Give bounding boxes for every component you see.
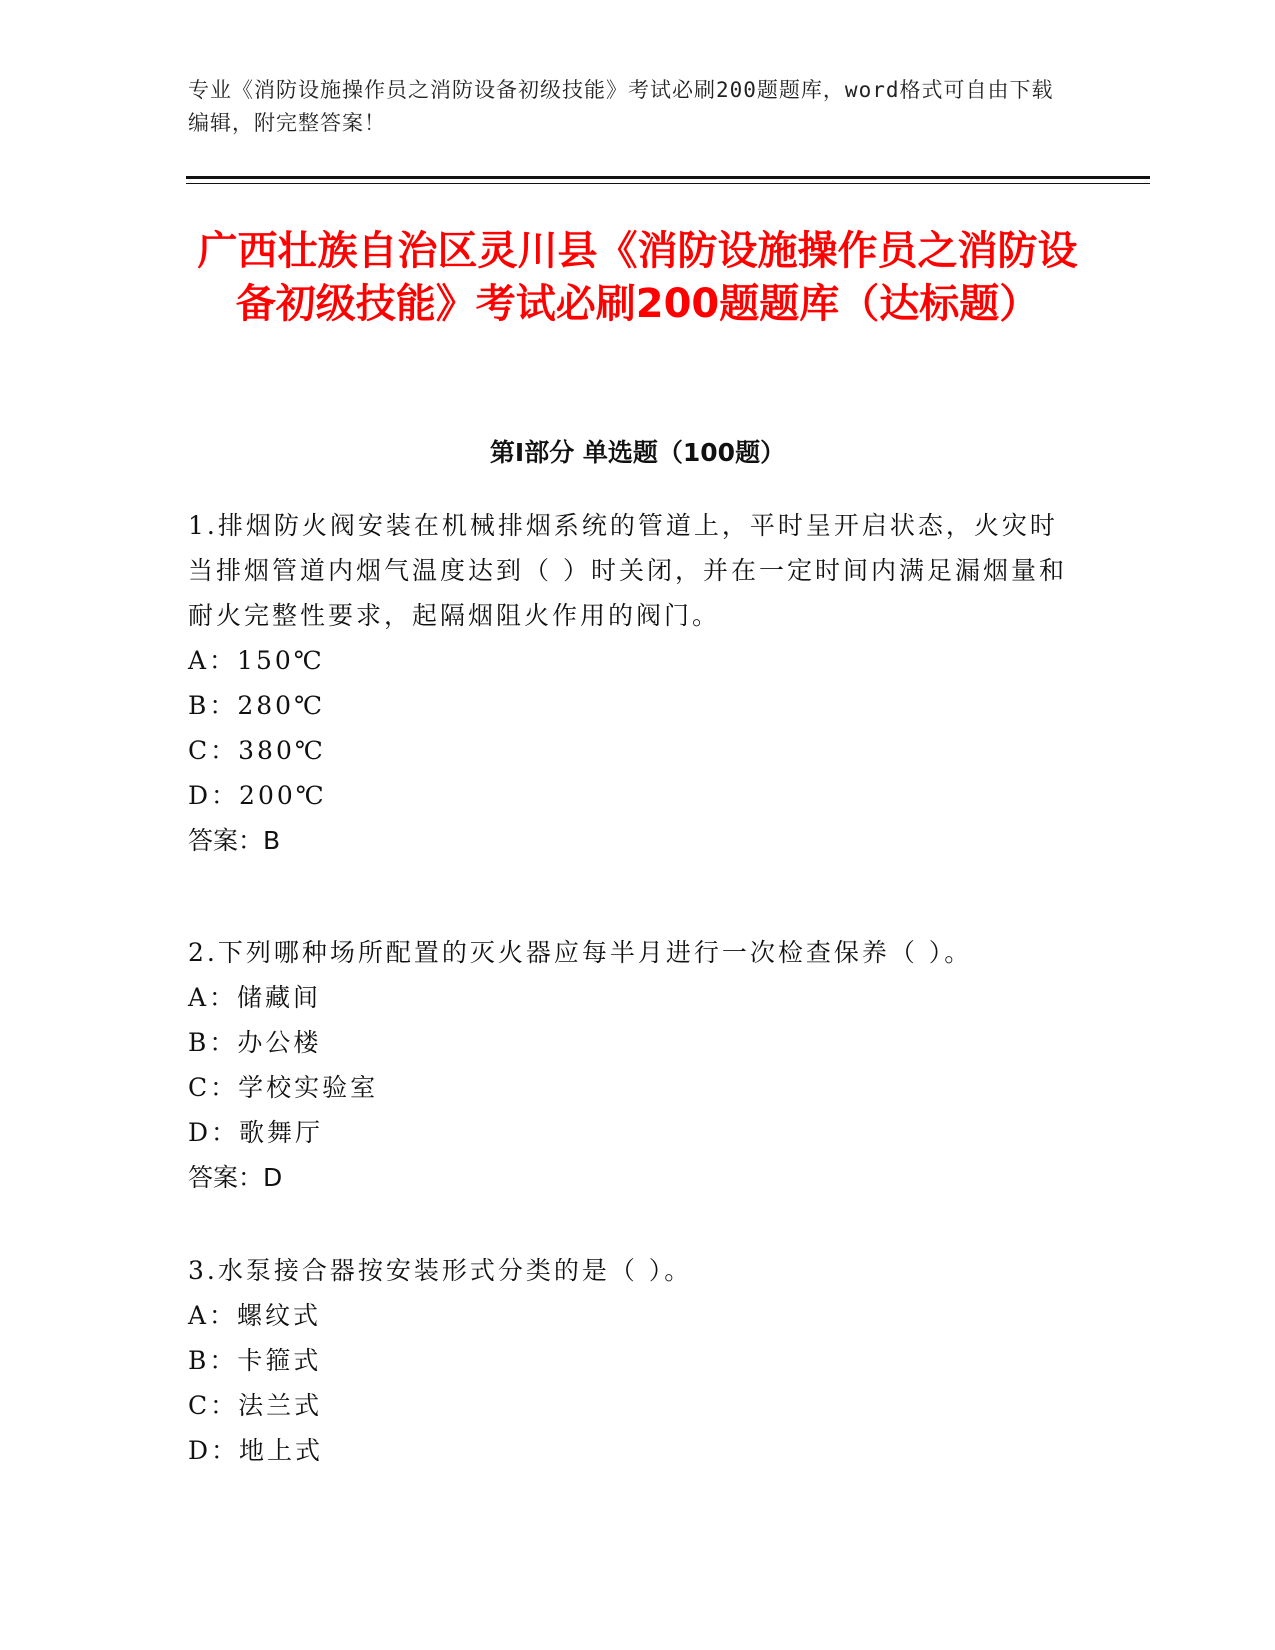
option-a: A：螺纹式 xyxy=(188,1301,322,1330)
header-rule-thin xyxy=(186,183,1150,184)
option-a: A：储藏间 xyxy=(188,983,322,1012)
option-c: C：法兰式 xyxy=(188,1391,323,1420)
option-c: C：380℃ xyxy=(188,736,326,765)
option-b: B：办公楼 xyxy=(188,1028,322,1057)
header-rule-thick xyxy=(186,176,1150,179)
question-stem: 2.下列哪种场所配置的灭火器应每半月进行一次检查保养（ ）。 xyxy=(188,938,973,967)
option-a: A：150℃ xyxy=(188,646,325,675)
option-b: B：280℃ xyxy=(188,691,326,720)
question-2 xyxy=(188,930,1068,1200)
option-d: D：地上式 xyxy=(188,1436,324,1465)
option-b: B：卡箍式 xyxy=(188,1346,322,1375)
option-d: D：歌舞厅 xyxy=(188,1118,324,1147)
question-1 xyxy=(188,503,1068,863)
option-d: D：200℃ xyxy=(188,781,327,810)
option-c: C：学校实验室 xyxy=(188,1073,379,1102)
question-3 xyxy=(188,1248,1068,1473)
question-stem: 3.水泵接合器按安装形式分类的是（ ）。 xyxy=(188,1256,693,1285)
answer: 答案：D xyxy=(188,1163,283,1192)
header-note: 专业《消防设施操作员之消防设备初级技能》考试必刷200题题库，word格式可自由下载编辑，附完整答案！ xyxy=(188,78,1054,135)
question-stem: 1.排烟防火阀安装在机械排烟系统的管道上，平时呈开启状态，火灾时当排烟管道内烟气温度达到（ ）时关闭，并在一定时间内满足漏烟量和耐火完整性要求，起隔烟阻火作用的阀门。 xyxy=(188,511,1067,630)
section-title: 第Ⅰ部分 单选题（100题） xyxy=(489,438,786,467)
answer: 答案：B xyxy=(188,826,281,855)
document-title: 广西壮族自治区灵川县《消防设施操作员之消防设备初级技能》考试必刷200题题库（达标题） xyxy=(197,228,1078,327)
